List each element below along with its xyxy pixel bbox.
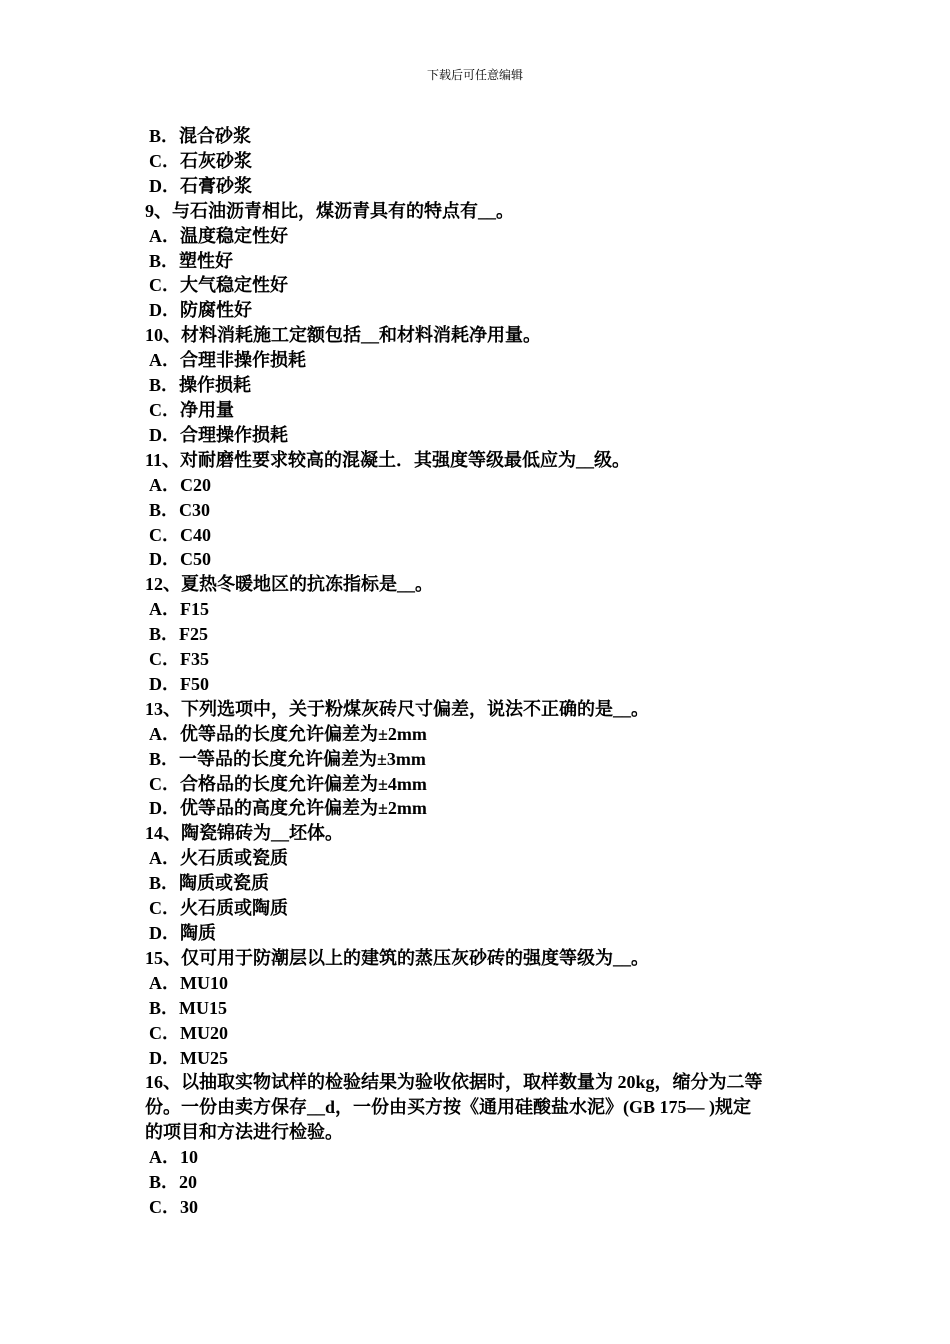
document-body	[145, 124, 813, 1220]
answer-option: A．优等品的长度允许偏差为±2mm	[149, 723, 427, 744]
answer-option: D．MU25	[149, 1047, 228, 1068]
answer-option: C．MU20	[149, 1022, 228, 1043]
answer-option: C．C40	[149, 524, 211, 545]
answer-option: D．C50	[149, 549, 211, 570]
answer-option: B．F25	[149, 624, 209, 645]
answer-option: C．F35	[149, 649, 209, 670]
question-text: 13、下列选项中，关于粉煤灰砖尺寸偏差，说法不正确的是__。	[145, 698, 649, 719]
answer-option: C．大气稳定性好	[149, 275, 288, 296]
question-text: 的项目和方法进行检验。	[145, 1122, 343, 1143]
answer-option: A．C20	[149, 474, 211, 495]
answer-option: C．火石质或陶质	[149, 898, 288, 919]
answer-option: A．MU10	[149, 972, 228, 993]
question-text: 9、与石油沥青相比，煤沥青具有的特点有__。	[145, 200, 514, 221]
question-text: 14、陶瓷锦砖为__坯体。	[145, 823, 343, 844]
answer-option: A．F15	[149, 599, 209, 620]
answer-option: C．石灰砂浆	[149, 150, 252, 171]
answer-option: B．C30	[149, 499, 211, 520]
answer-option: D．陶质	[149, 923, 216, 943]
answer-option: B．20	[149, 1172, 198, 1193]
answer-option: D．防腐性好	[149, 300, 252, 321]
answer-option: B．MU15	[149, 997, 227, 1018]
answer-option: D．合理操作损耗	[149, 424, 288, 445]
answer-option: A．10	[149, 1147, 198, 1168]
answer-option: D．石膏砂浆	[149, 175, 252, 196]
question-text: 11、对耐磨性要求较高的混凝土．其强度等级最低应为__级。	[145, 449, 631, 470]
question-text: 10、材料消耗施工定额包括__和材料消耗净用量。	[145, 325, 541, 346]
answer-option: A．温度稳定性好	[149, 225, 288, 246]
answer-option: D．F50	[149, 673, 209, 694]
answer-option: A．火石质或瓷质	[149, 848, 288, 869]
question-text: 12、夏热冬暖地区的抗冻指标是__。	[145, 574, 433, 595]
answer-option: C．合格品的长度允许偏差为±4mm	[149, 773, 427, 794]
question-text: 份。一份由卖方保存__d，一份由买方按《通用硅酸盐水泥》(GB 175— )规定	[145, 1097, 752, 1118]
page-header: 下载后可任意编辑	[426, 68, 523, 82]
answer-option: B．一等品的长度允许偏差为±3mm	[149, 748, 426, 769]
answer-option: C．净用量	[149, 399, 234, 420]
question-text: 15、仅可用于防潮层以上的建筑的蒸压灰砂砖的强度等级为__。	[145, 947, 649, 968]
answer-option: B．陶质或瓷质	[149, 873, 270, 894]
question-text: 16、以抽取实物试样的检验结果为验收依据时，取样数量为 20kg，缩分为二等	[145, 1072, 763, 1093]
answer-option: B．塑性好	[149, 250, 234, 271]
answer-option: B．操作损耗	[149, 375, 252, 396]
answer-option: B．混合砂浆	[149, 126, 252, 146]
answer-option: C．30	[149, 1196, 198, 1217]
answer-option: D．优等品的高度允许偏差为±2mm	[149, 798, 427, 819]
answer-option: A．合理非操作损耗	[149, 350, 306, 371]
